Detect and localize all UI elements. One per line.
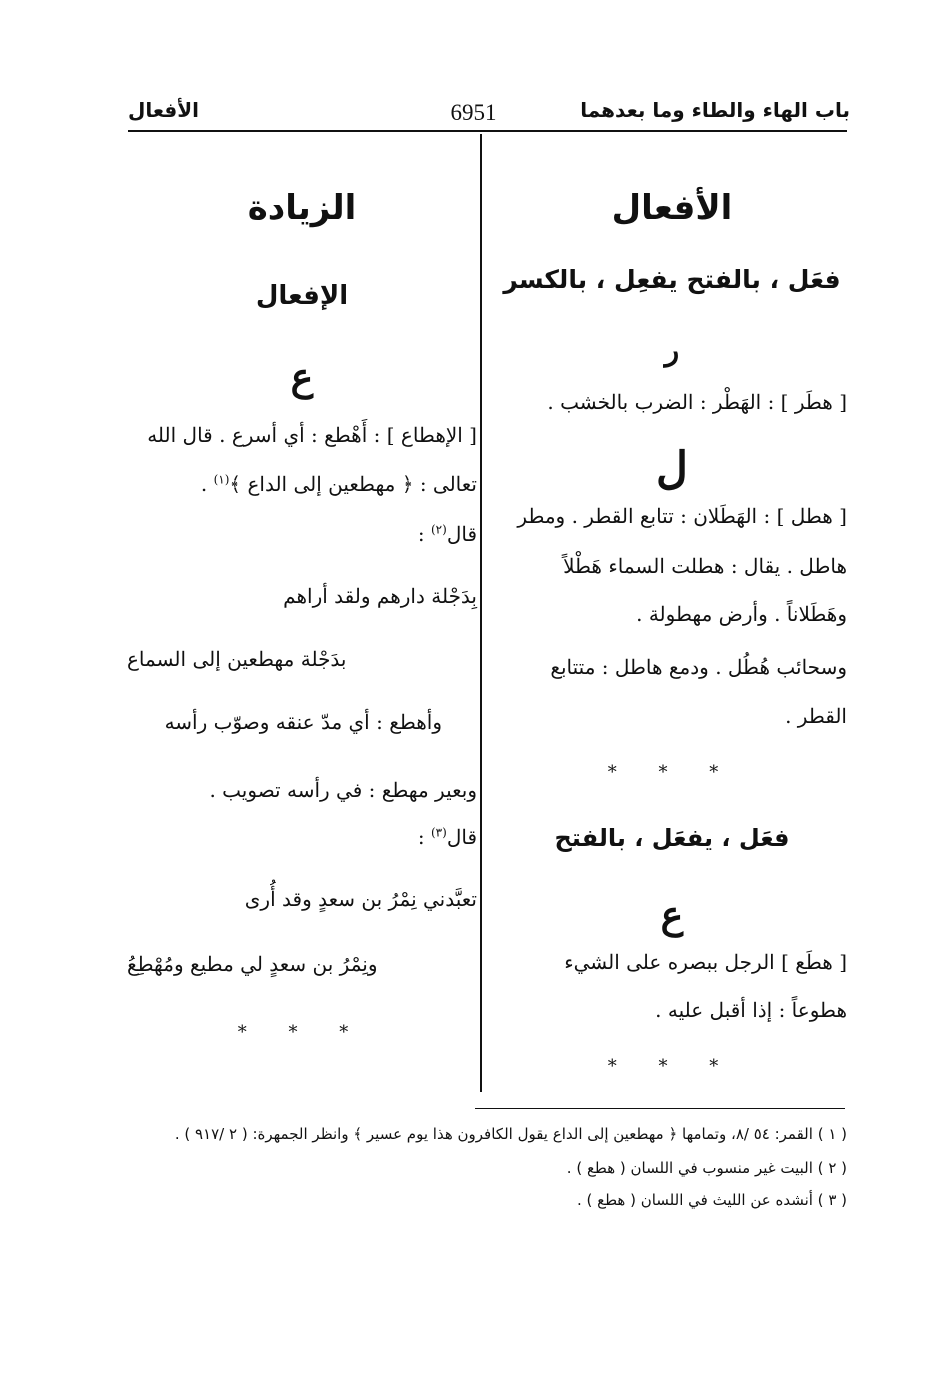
entry-hata-line2: هطوعاً : إذا أقبل عليه .	[655, 998, 847, 1022]
entry-hatl-line3: وهَطَلاناً . وأرض مهطولة .	[636, 602, 847, 626]
letter-l: ل	[656, 443, 688, 494]
footnote-marker-3: (٣)	[430, 825, 447, 840]
verse1-first-hemistich: بِدَجْلة دارهم ولقد أراهم	[283, 584, 477, 608]
footnote-rule	[475, 1108, 845, 1109]
qal-label-1: قال	[446, 522, 477, 546]
left-column-title: الزيادة	[247, 188, 357, 228]
entry-bair: وبعير مهطع : في رأسه تصويب .	[209, 778, 477, 802]
entry-hatl-line2: هاطل . يقال : هطلت السماء هَطْلاً	[563, 554, 847, 578]
verse2-first-hemistich: تعبَّدني نِمْرُ بن سعدٍ وقد أُرى	[244, 887, 477, 911]
column-divider	[480, 134, 482, 1092]
separator-stars-left: * * *	[237, 1022, 367, 1043]
qal-line-2: قال$^{(٣)}$ :	[417, 825, 477, 849]
header-rule	[128, 130, 847, 132]
running-head-chapter: باب الهاء والطاء وما بعدهما	[580, 98, 850, 122]
section2-heading: فعَل ، يفعَل ، بالفتح	[554, 824, 790, 852]
entry-hatl-line1: [ هطل ] : الهَطَلان : تتابع القطر . ومطر	[517, 504, 847, 528]
verse1-second-hemistich: بدَجْلة مهطعين إلى السماع	[127, 647, 347, 671]
left-column-subtitle: الإفعال	[255, 281, 349, 311]
footnote-2: ( ٢ ) البيت غير منسوب في اللسان ( هطع ) .	[566, 1159, 847, 1177]
footnote-marker-1: (١)	[213, 472, 230, 487]
letter-ain-right: ع	[660, 892, 684, 937]
entry-hata-line1: [ هطَع ] الرجل ببصره على الشيء	[564, 950, 847, 974]
letter-r: ر	[664, 333, 680, 368]
footnote-1: ( ١ ) القمر: ٥٤ /٨، وتمامها ﴿ مهطعين إلى الداع يقول الكافرون هذا يوم عسير ﴾ وانظر الجمهرة: ( ٢ /٩١٧ ) .	[174, 1125, 847, 1143]
footnote-marker-2: (٢)	[430, 522, 447, 537]
quran-citation: تعالى : ﴿ مهطعين إلى الداع ﴾	[229, 472, 477, 496]
entry-hatl-line5: القطر .	[785, 704, 847, 728]
right-column-title: الأفعال	[611, 188, 733, 228]
section1-heading: فعَل ، بالفتح يفعِل ، بالكسر	[503, 265, 841, 294]
entry-ahtaa: وأهطع : أي مدّ عنقه وصوّب رأسه	[164, 710, 442, 734]
qal-line-1: قال$^{(٢)}$ :	[417, 522, 477, 546]
footnote-3: ( ٣ ) أنشده عن الليث في اللسان ( هطع ) .	[576, 1191, 847, 1209]
entry-ihtaa-line1: [ الإهطاع ] : أَهْطع : أي أسرع . قال الله	[147, 423, 477, 447]
entry-ihtaa-line2: تعالى : ﴿ مهطعين إلى الداع ﴾$^{(١)}$ .	[200, 472, 477, 496]
letter-ain-left: ع	[290, 354, 314, 399]
separator-stars-right-2: * * *	[607, 1056, 737, 1077]
verse2-second-hemistich: ونِمْرُ بن سعدٍ لي مطيع ومُهْطِعُ	[127, 952, 378, 976]
page-number: 6951	[450, 100, 497, 125]
entry-hatl-line4: وسحائب هُطُل . ودمع هاطل : متتابع	[550, 655, 847, 679]
qal-label-2: قال	[446, 825, 477, 849]
separator-stars-right-1: * * *	[607, 762, 737, 783]
running-head-section: الأفعال	[128, 98, 199, 122]
entry-hatr: [ هطَر ] : الهَطْر : الضرب بالخشب .	[547, 390, 847, 414]
